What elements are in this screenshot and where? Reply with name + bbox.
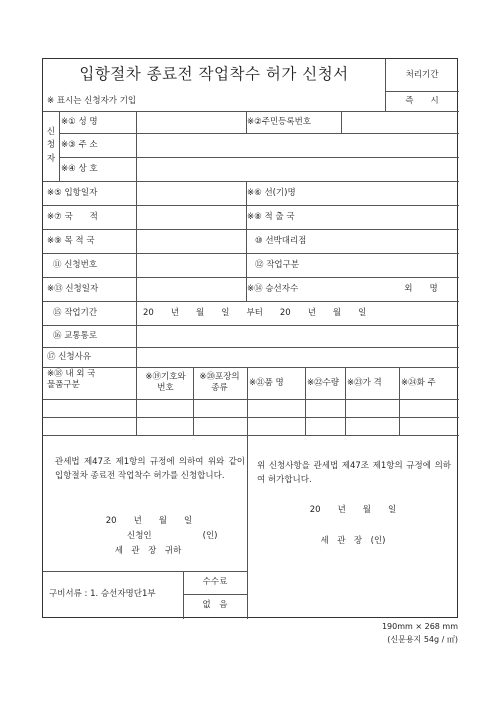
destination-field[interactable] xyxy=(138,229,244,253)
grid-line xyxy=(385,91,459,92)
resident-number-field[interactable] xyxy=(343,111,459,133)
right-statement-date: 20 년 월 일 xyxy=(309,505,397,515)
grid-line xyxy=(43,347,459,348)
quantity-header: ※㉒수량 xyxy=(307,377,340,388)
left-statement-addressee: 세 관 장 귀하 xyxy=(114,546,182,556)
application-date-label: ※⑬ 신청일자 xyxy=(47,283,99,294)
grid-line xyxy=(43,205,459,206)
entry-date-field[interactable] xyxy=(138,181,244,205)
grid-line xyxy=(59,133,459,134)
grid-line xyxy=(43,111,459,112)
work-type-label: ⑫ 작업구분 xyxy=(255,259,300,270)
grid-line xyxy=(59,111,60,181)
work-period-label: ⑮ 작업기간 xyxy=(53,307,98,318)
processing-period-label: 처리기간 xyxy=(405,69,439,80)
entry-date-label: ※⑤ 입항일자 xyxy=(47,187,98,198)
grid-line xyxy=(183,571,184,619)
grid-line xyxy=(43,181,459,182)
grid-line xyxy=(43,253,459,254)
departure-country-field[interactable] xyxy=(343,205,459,229)
grid-line xyxy=(43,277,459,278)
fee-label: 수수료 xyxy=(202,577,228,588)
grid-line xyxy=(305,367,306,435)
left-statement-date: 20 년 월 일 xyxy=(105,516,193,526)
resident-number-label: ※②주민등록번호 xyxy=(247,116,312,127)
grid-line xyxy=(246,111,247,133)
applicant-signature: 신청인 (인) xyxy=(127,531,218,541)
paper-size: 190mm × 268 mm xyxy=(381,622,458,631)
marks-numbers-header: ※⑲기호와 번호 xyxy=(145,372,186,393)
grid-line xyxy=(43,417,459,418)
grid-line xyxy=(247,435,248,619)
transport-route-label: ⑯ 교통통로 xyxy=(53,330,98,341)
grid-line xyxy=(43,571,247,572)
goods-row-1[interactable] xyxy=(43,399,459,417)
grid-line xyxy=(136,367,137,435)
grid-line xyxy=(43,367,459,368)
applicant-char-1: 신 xyxy=(46,126,56,137)
transport-route-field[interactable] xyxy=(138,325,459,347)
trade-name-label: ※④ 상 호 xyxy=(61,163,98,174)
work-period-value[interactable]: 20 년 월 일 부터 20 년 월 일 xyxy=(143,307,367,318)
attachments-label: 구비서류 : 1. 승선자명단1부 xyxy=(49,588,156,599)
grid-line xyxy=(43,301,459,302)
grid-line xyxy=(246,181,247,301)
grid-line xyxy=(345,367,346,435)
right-statement-text: 위 신청사항을 관세법 제47조 제1항의 규정에 의하여 허가합니다. xyxy=(257,461,451,486)
grid-line xyxy=(136,111,137,367)
reason-field[interactable] xyxy=(138,347,459,367)
grid-line xyxy=(399,367,400,435)
applicant-char-2: 청 xyxy=(46,140,56,151)
fee-value: 없 음 xyxy=(202,600,228,611)
address-field[interactable] xyxy=(138,133,459,157)
goods-row-2[interactable] xyxy=(43,417,459,435)
passengers-unit: 외 명 xyxy=(404,283,438,294)
passengers-label: ※⑭ 승선자수 xyxy=(247,283,299,294)
form-title: 입항절차 종료전 작업착수 허가 신청서 xyxy=(79,65,349,84)
ship-agent-label: ⑩ 선박대리점 xyxy=(255,235,307,246)
address-label: ※③ 주 소 xyxy=(61,139,98,150)
departure-country-label: ※⑧ 적 출 국 xyxy=(247,211,295,222)
grid-line xyxy=(341,111,342,133)
work-type-field[interactable] xyxy=(343,253,459,277)
grid-line xyxy=(43,229,459,230)
item-name-header: ※㉑품 명 xyxy=(249,377,284,388)
grid-line xyxy=(43,435,459,436)
application-number-field[interactable] xyxy=(138,253,244,277)
grid-line xyxy=(43,399,459,400)
grid-line xyxy=(247,367,248,435)
application-number-label: ⑪ 신청번호 xyxy=(53,259,98,270)
name-label: ※① 성 명 xyxy=(61,116,98,127)
form-note: ※ 표시는 신청자가 기입 xyxy=(47,95,137,106)
reason-label: ⑰ 신청사유 xyxy=(47,351,92,362)
goods-classification-header: ※⑱ 내 외 국 물품구분 xyxy=(47,369,96,390)
left-statement-text: 관세법 제47조 제1항의 규정에 의하여 위와 같이 입항절차 종료전 작업착수 허가를 신청합니다. xyxy=(55,457,245,482)
grid-line xyxy=(385,59,386,111)
applicant-char-3: 자 xyxy=(46,153,56,164)
application-date-field[interactable] xyxy=(138,277,244,301)
grid-line xyxy=(43,325,459,326)
grid-line xyxy=(183,594,247,595)
ship-agent-field[interactable] xyxy=(343,229,459,253)
trade-name-field[interactable] xyxy=(138,157,459,181)
ship-name-label: ※⑥ 선(기)명 xyxy=(247,187,296,198)
price-header: ※㉓가 격 xyxy=(347,377,382,388)
ship-name-field[interactable] xyxy=(343,181,459,205)
processing-period-value: 즉 시 xyxy=(405,95,439,106)
nationality-field[interactable] xyxy=(138,205,244,229)
shipper-header: ※㉔화 주 xyxy=(401,377,436,388)
grid-line xyxy=(59,157,459,158)
name-field[interactable] xyxy=(138,111,244,133)
right-statement-signer: 세 관 장 (인) xyxy=(320,536,386,546)
grid-line xyxy=(193,367,194,435)
nationality-label: ※⑦ 국 적 xyxy=(47,211,98,222)
destination-label: ※⑨ 목 적 국 xyxy=(47,235,95,246)
paper-type: (신문용지 54g / ㎡) xyxy=(387,635,458,644)
applicant-section-label xyxy=(43,111,59,181)
application-form xyxy=(42,58,458,618)
packaging-header: ※⑳포장의 종류 xyxy=(199,372,240,393)
